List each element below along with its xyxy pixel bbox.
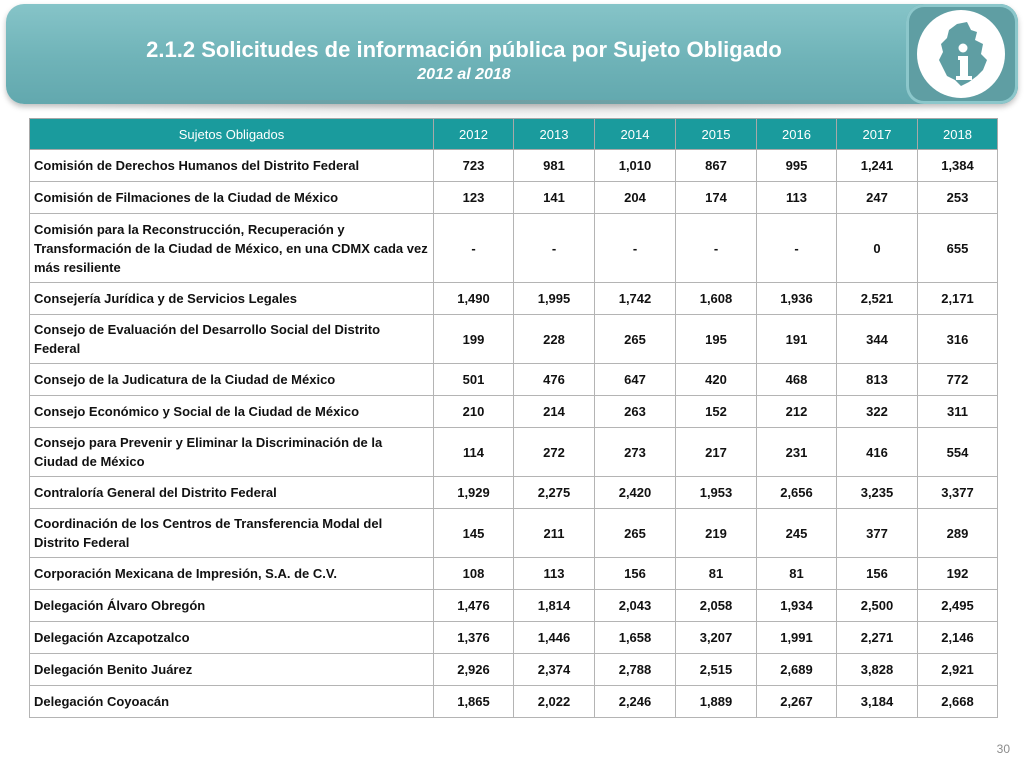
value-cell: 0 — [837, 214, 918, 283]
value-cell: 231 — [757, 428, 837, 477]
value-cell: 3,207 — [676, 622, 757, 654]
value-cell: 377 — [837, 509, 918, 558]
value-cell: 1,010 — [595, 150, 676, 182]
value-cell: 1,476 — [434, 590, 514, 622]
table-header-row — [30, 119, 998, 150]
value-cell: 211 — [514, 509, 595, 558]
value-cell: 2,420 — [595, 477, 676, 509]
value-cell: 420 — [676, 364, 757, 396]
entity-name-cell: Comisión de Derechos Humanos del Distrito Federal — [30, 150, 434, 182]
value-cell: 344 — [837, 315, 918, 364]
value-cell: 2,656 — [757, 477, 837, 509]
value-cell: 2,521 — [837, 283, 918, 315]
value-cell: 210 — [434, 396, 514, 428]
value-cell: 1,608 — [676, 283, 757, 315]
value-cell: - — [757, 214, 837, 283]
value-cell: 468 — [757, 364, 837, 396]
value-cell: 272 — [514, 428, 595, 477]
value-cell: 813 — [837, 364, 918, 396]
value-cell: 123 — [434, 182, 514, 214]
page-number: 30 — [996, 742, 1010, 756]
value-cell: 981 — [514, 150, 595, 182]
value-cell: 192 — [918, 558, 998, 590]
value-cell: 265 — [595, 315, 676, 364]
value-cell: 2,515 — [676, 654, 757, 686]
value-cell: 1,936 — [757, 283, 837, 315]
value-cell: 214 — [514, 396, 595, 428]
logo-circle — [917, 10, 1005, 98]
value-cell: 113 — [514, 558, 595, 590]
value-cell: 141 — [514, 182, 595, 214]
value-cell: 217 — [676, 428, 757, 477]
column-header: 2014 — [595, 119, 676, 150]
value-cell: 289 — [918, 509, 998, 558]
entity-name-cell: Consejo de la Judicatura de la Ciudad de México — [30, 364, 434, 396]
value-cell: 108 — [434, 558, 514, 590]
value-cell: 554 — [918, 428, 998, 477]
value-cell: 145 — [434, 509, 514, 558]
table-row — [30, 214, 998, 283]
table-row — [30, 590, 998, 622]
entity-name-cell: Contraloría General del Distrito Federal — [30, 477, 434, 509]
value-cell: 228 — [514, 315, 595, 364]
value-cell: 2,500 — [837, 590, 918, 622]
value-cell: - — [514, 214, 595, 283]
value-cell: 1,241 — [837, 150, 918, 182]
value-cell: 1,658 — [595, 622, 676, 654]
column-header: Sujetos Obligados — [30, 119, 434, 150]
value-cell: 1,446 — [514, 622, 595, 654]
value-cell: 245 — [757, 509, 837, 558]
value-cell: 204 — [595, 182, 676, 214]
value-cell: 212 — [757, 396, 837, 428]
table-row — [30, 150, 998, 182]
value-cell: 2,495 — [918, 590, 998, 622]
table-row — [30, 477, 998, 509]
page-title: 2.1.2 Solicitudes de información pública por Sujeto Obligado — [146, 37, 782, 62]
value-cell: 1,934 — [757, 590, 837, 622]
value-cell: 247 — [837, 182, 918, 214]
value-cell: 114 — [434, 428, 514, 477]
value-cell: 2,689 — [757, 654, 837, 686]
value-cell: 2,271 — [837, 622, 918, 654]
value-cell: 655 — [918, 214, 998, 283]
value-cell: 195 — [676, 315, 757, 364]
entity-name-cell: Comisión de Filmaciones de la Ciudad de México — [30, 182, 434, 214]
value-cell: 322 — [837, 396, 918, 428]
value-cell: 416 — [837, 428, 918, 477]
value-cell: 2,788 — [595, 654, 676, 686]
value-cell: 3,828 — [837, 654, 918, 686]
table-row — [30, 558, 998, 590]
column-header: 2015 — [676, 119, 757, 150]
table-row — [30, 686, 998, 718]
value-cell: 3,377 — [918, 477, 998, 509]
value-cell: 2,058 — [676, 590, 757, 622]
value-cell: 152 — [676, 396, 757, 428]
value-cell: 2,374 — [514, 654, 595, 686]
table-row — [30, 364, 998, 396]
value-cell: 2,275 — [514, 477, 595, 509]
page-subtitle: 2012 al 2018 — [417, 66, 511, 83]
table-row — [30, 654, 998, 686]
value-cell: 3,235 — [837, 477, 918, 509]
title-banner — [6, 4, 1018, 104]
value-cell: 219 — [676, 509, 757, 558]
value-cell: 2,146 — [918, 622, 998, 654]
table-row — [30, 622, 998, 654]
table-row — [30, 315, 998, 364]
value-cell: 2,921 — [918, 654, 998, 686]
entity-name-cell: Delegación Azcapotzalco — [30, 622, 434, 654]
value-cell: 2,171 — [918, 283, 998, 315]
entity-name-cell: Delegación Coyoacán — [30, 686, 434, 718]
value-cell: 253 — [918, 182, 998, 214]
value-cell: 263 — [595, 396, 676, 428]
table-row — [30, 428, 998, 477]
value-cell: 156 — [595, 558, 676, 590]
column-header: 2016 — [757, 119, 837, 150]
entity-name-cell: Consejería Jurídica y de Servicios Legales — [30, 283, 434, 315]
value-cell: 2,246 — [595, 686, 676, 718]
value-cell: 2,043 — [595, 590, 676, 622]
table-row — [30, 182, 998, 214]
entity-name-cell: Coordinación de los Centros de Transferencia Modal del Distrito Federal — [30, 509, 434, 558]
value-cell: 311 — [918, 396, 998, 428]
entity-name-cell: Consejo de Evaluación del Desarrollo Social del Distrito Federal — [30, 315, 434, 364]
column-header: 2013 — [514, 119, 595, 150]
value-cell: 501 — [434, 364, 514, 396]
value-cell: 316 — [918, 315, 998, 364]
value-cell: 273 — [595, 428, 676, 477]
column-header: 2018 — [918, 119, 998, 150]
value-cell: 476 — [514, 364, 595, 396]
value-cell: 1,376 — [434, 622, 514, 654]
value-cell: 2,267 — [757, 686, 837, 718]
value-cell: - — [434, 214, 514, 283]
value-cell: 265 — [595, 509, 676, 558]
value-cell: 81 — [757, 558, 837, 590]
value-cell: 156 — [837, 558, 918, 590]
cdmx-map-info-icon — [917, 10, 1005, 98]
value-cell: 174 — [676, 182, 757, 214]
value-cell: 723 — [434, 150, 514, 182]
entity-name-cell: Delegación Benito Juárez — [30, 654, 434, 686]
entity-name-cell: Delegación Álvaro Obregón — [30, 590, 434, 622]
table-row — [30, 396, 998, 428]
value-cell: 113 — [757, 182, 837, 214]
value-cell: 2,022 — [514, 686, 595, 718]
logo-badge — [906, 4, 1018, 104]
table-row — [30, 509, 998, 558]
entity-name-cell: Comisión para la Reconstrucción, Recuperación y Transformación de la Ciudad de México, en una CDMX cada vez más resiliente — [30, 214, 434, 283]
column-header: 2017 — [837, 119, 918, 150]
value-cell: 647 — [595, 364, 676, 396]
value-cell: 1,384 — [918, 150, 998, 182]
value-cell: 1,991 — [757, 622, 837, 654]
entity-name-cell: Consejo Económico y Social de la Ciudad de México — [30, 396, 434, 428]
value-cell: 2,668 — [918, 686, 998, 718]
value-cell: 1,953 — [676, 477, 757, 509]
value-cell: - — [676, 214, 757, 283]
value-cell: - — [595, 214, 676, 283]
value-cell: 867 — [676, 150, 757, 182]
table-row — [30, 283, 998, 315]
column-header: 2012 — [434, 119, 514, 150]
value-cell: 199 — [434, 315, 514, 364]
requests-table-container — [29, 118, 997, 718]
value-cell: 1,889 — [676, 686, 757, 718]
value-cell: 1,865 — [434, 686, 514, 718]
entity-name-cell: Consejo para Prevenir y Eliminar la Discriminación de la Ciudad de México — [30, 428, 434, 477]
value-cell: 772 — [918, 364, 998, 396]
value-cell: 1,995 — [514, 283, 595, 315]
value-cell: 2,926 — [434, 654, 514, 686]
value-cell: 1,814 — [514, 590, 595, 622]
value-cell: 995 — [757, 150, 837, 182]
value-cell: 3,184 — [837, 686, 918, 718]
value-cell: 1,490 — [434, 283, 514, 315]
value-cell: 1,929 — [434, 477, 514, 509]
value-cell: 1,742 — [595, 283, 676, 315]
value-cell: 81 — [676, 558, 757, 590]
requests-table — [29, 118, 998, 718]
entity-name-cell: Corporación Mexicana de Impresión, S.A. de C.V. — [30, 558, 434, 590]
value-cell: 191 — [757, 315, 837, 364]
